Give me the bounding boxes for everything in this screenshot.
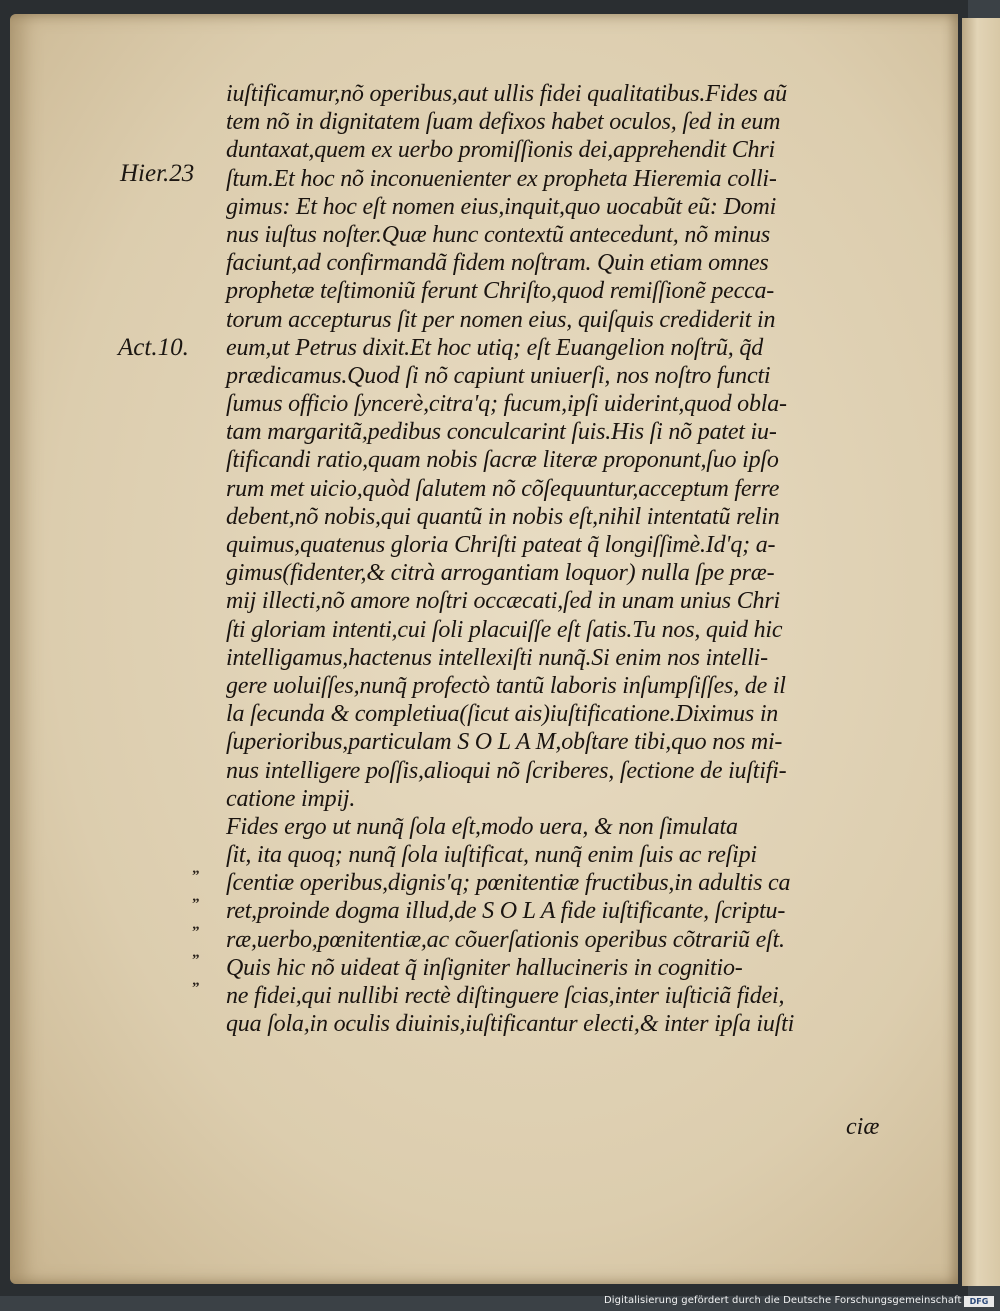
text-line: Quis hic nõ uideat q̃ inſigniter hallucineris in cognitio- <box>226 954 743 981</box>
text-line: Fides ergo ut nunq̃ ſola eſt,modo uera, & non ſimulata <box>226 813 738 840</box>
text-line: ſcentiæ operibus,dignis'q; pœnitentiæ fructibus,in adultis ca <box>226 870 791 897</box>
quote-mark: ” <box>192 868 200 884</box>
text-line: catione impij. <box>226 785 356 812</box>
text-line: ſti gloriam intenti,cui ſoli placuiſſe eſt ſatis.Tu nos, quid hic <box>226 616 783 643</box>
text-line: intelligamus,hactenus intellexiſti nunq̃.Si enim nos intelli- <box>226 644 768 671</box>
body-text <box>226 80 906 1038</box>
text-line: quimus,quatenus gloria Chriſti pateat q̃ longiſſimè.Id'q; a- <box>226 532 776 558</box>
digitization-credit: Digitalisierung gefördert durch die Deutsche Forschungsgemeinschaft <box>604 1295 962 1306</box>
text-line: mij illecti,nõ amore noſtri occæcati,ſed in unam unius Chri <box>226 588 780 615</box>
text-line: ſumus officio ſyncerè,citra'q; fucum,ipſi uiderint,quod obla- <box>226 391 787 418</box>
text-line: tem nõ in dignitatem ſuam defixos habet oculos, ſed in eum <box>226 109 781 136</box>
margin-note-hier: Hier.23 <box>120 160 195 187</box>
text-line: nus intelligere poſſis,alioqui nõ ſcriberes, ſectione de iuſtifi- <box>226 757 787 784</box>
text-line: la ſecunda & completiua(ſicut ais)iuſtificatione.Diximus in <box>226 701 779 728</box>
text-line: rum met uicio,quòd ſalutem nõ cõſequuntur,acceptum ferre <box>226 475 780 502</box>
text-line: ne fidei,qui nullibi rectè diſtinguere ſcias,inter iuſticiã fidei, <box>226 983 785 1009</box>
text-line: ſuperioribus,particulam S O L A M,obſtare tibi,quo nos mi- <box>226 729 783 756</box>
text-line: iuſtificamur,nõ operibus,aut ullis fidei qualitatibus.Fides aũ <box>226 81 787 107</box>
catchword: ciæ <box>846 1114 880 1140</box>
text-line: eum,ut Petrus dixit.Et hoc utiq; eſt Euangelion noſtrũ, q̃d <box>226 334 763 361</box>
text-line: faciunt,ad confirmandã fidem noſtram. Quin etiam omnes <box>226 250 769 277</box>
text-line: ſtum.Et hoc nõ inconuenienter ex propheta Hieremia colli- <box>226 165 777 192</box>
text-line: ſtificandi ratio,quam nobis ſacræ literæ proponunt,ſuo ipſo <box>226 447 779 474</box>
text-line: nus iuſtus noſter.Quæ hunc contextũ antecedunt, nõ minus <box>226 221 771 248</box>
text-line: tam margaritã,pedibus conculcarint ſuis.His ſi nõ patet iu- <box>226 419 777 446</box>
dfg-logo: DFG <box>964 1296 994 1307</box>
margin-note-act: Act.10. <box>118 334 189 361</box>
quote-mark: ” <box>192 924 200 940</box>
text-line: prædicamus.Quod ſi nõ capiunt uniuerſi, nos noſtro functi <box>226 362 771 389</box>
text-line: gere uoluiſſes,nunq̃ profectò tantũ laboris inſumpſiſſes, de il <box>226 672 786 699</box>
text-line: gimus: Et hoc eſt nomen eius,inquit,quo uocabũt eũ: Domi <box>226 193 777 220</box>
text-line: qua ſola,in oculis diuinis,iuſtificantur electi,& inter ipſa iuſti <box>226 1011 795 1038</box>
text-line: debent,nõ nobis,qui quantũ in nobis eſt,nihil intentatũ relin <box>226 503 780 530</box>
text-line: ræ,uerbo,pœnitentiæ,ac cõuerſationis operibus cõtrariũ eſt. <box>226 926 785 953</box>
text-line: ret,proinde dogma illud,de S O L A fide iuſtificante, ſcriptu- <box>226 898 786 925</box>
text-line: duntaxat,quem ex uerbo promiſſionis dei,apprehendit Chri <box>226 137 775 164</box>
quote-mark: ” <box>192 952 200 968</box>
adjacent-page-edge <box>962 18 1000 1286</box>
text-line: torum accepturus ſit per nomen eius, quiſquis crediderit in <box>226 306 776 333</box>
quote-mark: ” <box>192 896 200 912</box>
quote-mark: ” <box>192 980 200 996</box>
text-line: gimus(fidenter,& citrà arrogantiam loquor) nulla ſpe præ- <box>226 560 775 587</box>
text-line: ſit, ita quoq; nunq̃ ſola iuſtificat, nunq̃ enim ſuis ac reſipi <box>226 842 757 869</box>
text-line: prophetæ teſtimoniũ ferunt Chriſto,quod remiſſionẽ pecca- <box>226 278 775 305</box>
